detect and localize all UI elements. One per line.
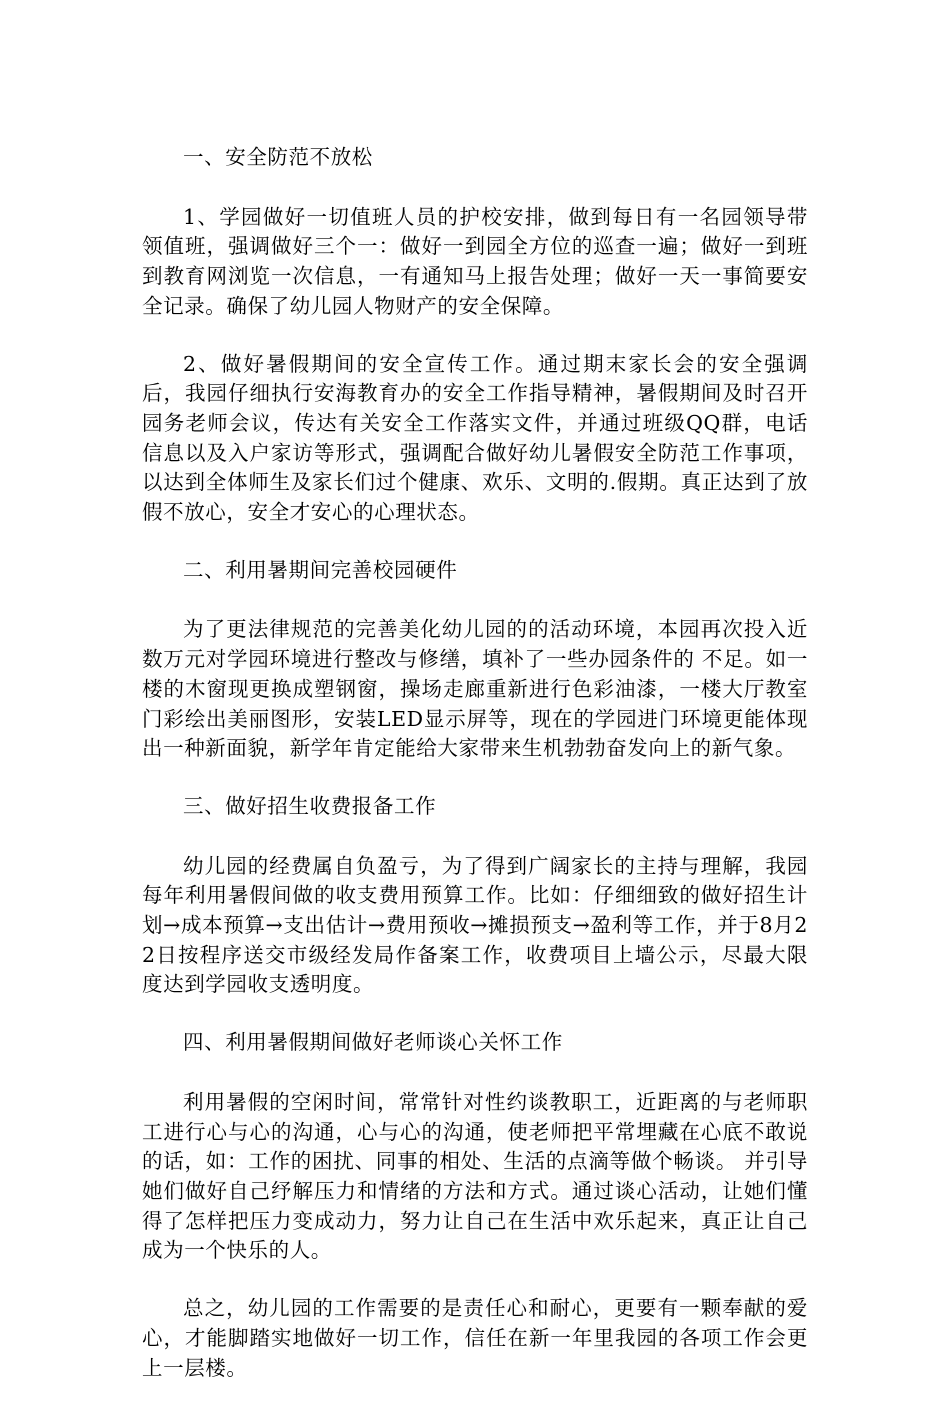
paragraph-teacher-talks: 利用暑假的空闲时间，常常针对性约谈教职工，近距离的与老师职工进行心与心的沟通，心与心的沟通，使老师把平常埋藏在心底不敢说的话，如：工作的困扰、同事的相处、生活的点滴等做个畅谈。 并引导她们做好自己纾解压力和情绪的方法和方式。通过谈心活动，让她们懂得了怎样把压力变成动力，努力让自己在生活中欢乐起来，真正让自己成为一个快乐的人。 [142, 1089, 808, 1263]
section-heading-enrollment-fees: 三、做好招生收费报备工作 [183, 793, 437, 818]
document-body [142, 143, 808, 1411]
paragraph-conclusion: 总之，幼儿园的工作需要的是责任心和耐心，更要有一颗奉献的爱心，才能脚踏实地做好一切工作，信任在新一年里我园的各项工作会更上一层楼。 [142, 1296, 808, 1380]
paragraph-duty-arrangement: 1、学园做好一切值班人员的护校安排，做到每日有一名园领导带领值班，强调做好三个一：做好一到园全方位的巡查一遍；做好一到班到教育网浏览一次信息，一有通知马上报告处理；做好一天一事简要安全记录。确保了幼儿园人物财产的安全保障。 [142, 204, 808, 318]
paragraph-safety-publicity: 2、做好暑假期间的安全宣传工作。通过期末家长会的安全强调后，我园仔细执行安海教育办的安全工作指导精神，暑假期间及时召开园务老师会议，传达有关安全工作落实文件，并通过班级QQ群，电话信息以及入户家访等形式，强调配合做好幼儿暑假安全防范工作事项，以达到全体师生及家长们过个健康、欢乐、文明的.假期。真正达到了放假不放心，安全才安心的心理状态。 [142, 351, 808, 525]
section-heading-facilities: 二、利用暑期间完善校园硬件 [183, 557, 458, 582]
paragraph-budget-work: 幼儿园的经费属自负盈亏，为了得到广阔家长的主持与理解，我园每年利用暑假间做的收支费用预算工作。比如：仔细细致的做好招生计划→成本预算→支出估计→费用预收→摊损预支→盈利等工作，并于8月22日按程序送交市级经发局作备案工作，收费项目上墙公示，尽最大限度达到学园收支透明度。 [142, 853, 808, 997]
paragraph-facility-renovation: 为了更法律规范的完善美化幼儿园的的活动环境，本园再次投入近数万元对学园环境进行整改与修缮，填补了一些办园条件的 不足。如一楼的木窗现更换成塑钢窗，操场走廊重新进行色彩油漆，一楼大厅教室门彩绘出美丽图形，安装LED显示屏等，现在的学园进门环境更能体现出一种新面貌，新学年肯定能给大家带来生机勃勃奋发向上的新气象。 [142, 617, 808, 761]
section-heading-teacher-care: 四、利用暑假期间做好老师谈心关怀工作 [183, 1030, 563, 1055]
section-heading-safety: 一、安全防范不放松 [183, 145, 373, 169]
